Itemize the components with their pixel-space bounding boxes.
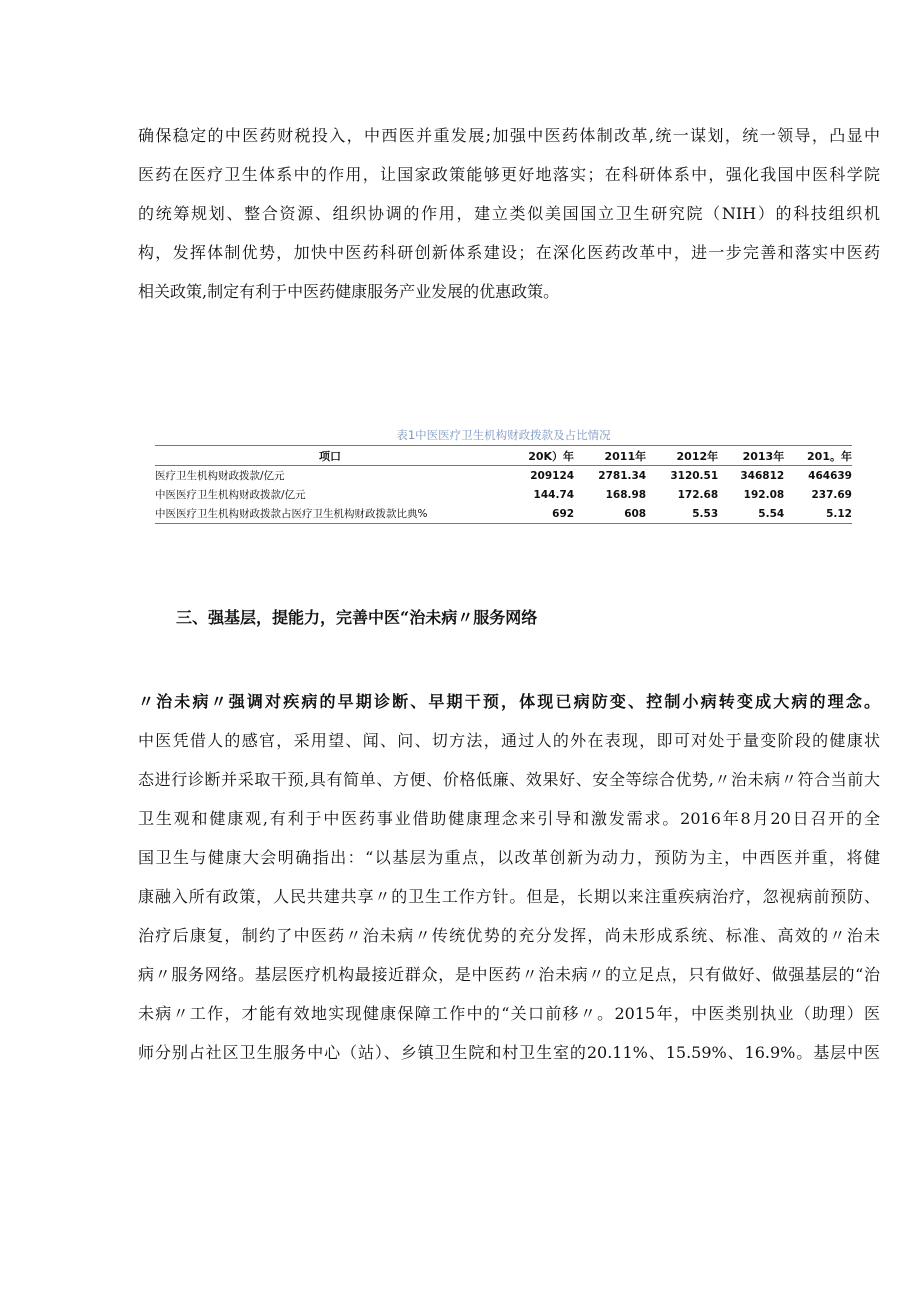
- table-row: [155, 466, 852, 486]
- table-cell: 464639: [808, 469, 852, 482]
- text-line: 治疗后康复，制约了中医药〃治未病〃传统优势的充分发挥，尚未形成系统、标准、高效的〃治未: [138, 926, 880, 945]
- text-line: 的统筹规划、整合资源、组织协调的作用，建立类似美国国立卫生研究院（NIH）的科技组织机: [138, 204, 880, 223]
- text-line: 师分别占社区卫生服务中心（站）、乡镇卫生院和村卫生室的20.11%、15.59%、16.9%。基层中医: [138, 1043, 880, 1062]
- text-line: 态进行诊断并采取干预,具有简单、方便、价格低廉、效果好、安全等综合优势,〃治未病〃符合当前大: [138, 770, 880, 789]
- lead-sentence: 〃治未病〃强调对疾病的早期诊断、早期干预，体现已病防变、控制小病转变成大病的理念。: [138, 692, 880, 711]
- text-line: 相关政策,制定有利于中医药健康服务产业发展的优惠政策。: [138, 282, 560, 301]
- table-cell: 209124: [530, 469, 575, 482]
- table-cell: 608: [624, 507, 647, 520]
- table-cell: 172.68: [677, 488, 719, 501]
- column-header: 2012年: [646, 446, 718, 466]
- column-header: 201。年: [784, 446, 852, 466]
- table-row: [155, 485, 852, 504]
- table-cell: 692: [552, 507, 575, 520]
- row-label: 中医医疗卫生机构财政拨款/亿元: [155, 489, 306, 501]
- column-header: 2011年: [574, 446, 646, 466]
- text-line: 构，发挥体制优势，加快中医药科研创新体系建设；在深化医药改革中，进一步完善和落实中医药: [138, 243, 880, 262]
- table-cell: 3120.51: [670, 469, 719, 482]
- table-cell: 144.74: [533, 488, 575, 501]
- table-cell: 237.69: [811, 488, 852, 501]
- text-line: 卫生观和健康观,有利于中医药事业借助健康理念来引导和激发需求。2016年8月20日召开的全: [138, 809, 880, 828]
- table-cell: 5.54: [758, 507, 785, 520]
- text-line: 病〃服务网络。基层医疗机构最接近群众，是中医药〃治未病〃的立足点，只有做好、做强基层的“治: [138, 965, 880, 984]
- text-line: 未病〃工作，才能有效地实现健康保障工作中的“关口前移〃。2015年，中医类别执业（助理）医: [138, 1004, 880, 1023]
- table-cell: 5.12: [826, 507, 852, 520]
- column-header: 项口: [155, 446, 505, 466]
- text-line: 医药在医疗卫生体系中的作用，让国家政策能够更好地落实；在科研体系中，强化我国中医科学院: [138, 165, 880, 184]
- text-line: 康融入所有政策，人民共建共享〃的卫生工作方针。但是，长期以来注重疾病治疗，忽视病前预防、: [138, 887, 880, 906]
- text-line: 中医凭借人的感官，采用望、闻、问、切方法，通过人的外在表现，即可对处于量变阶段的健康状: [138, 731, 880, 750]
- table-cell: 5.53: [692, 507, 719, 520]
- intro-paragraph: [138, 116, 880, 311]
- text-line: 确保稳定的中医药财税投入，中西医并重发展;加强中医药体制改革,统一谋划，统一领导，凸显中: [138, 126, 880, 145]
- section-heading: 三、强基层，提能力，完善中医“治未病〃服务网络: [176, 608, 538, 627]
- table-cell: 346812: [740, 469, 785, 482]
- column-header: 20K）年: [505, 446, 574, 466]
- row-label: 医疗卫生机构财政拨款/亿元: [155, 470, 285, 482]
- funding-table: [155, 445, 852, 524]
- text-line: 国卫生与健康大会明确指出：“以基层为重点，以改革创新为动力，预防为主，中西医并重，将健: [138, 848, 880, 867]
- row-label: 中医医疗卫生机构财政拨款占医疗卫生机构财政拨款比典%: [155, 508, 428, 520]
- table-cell: 2781.34: [598, 469, 647, 482]
- table-row: [155, 504, 852, 524]
- table-cell: 192.08: [743, 488, 785, 501]
- column-header: 2013年: [718, 446, 784, 466]
- table-caption: 表1中医医疗卫生机构财政拨款及占比情况: [396, 428, 611, 442]
- table-cell: 168.98: [605, 488, 647, 501]
- body-paragraph: [138, 682, 880, 1072]
- table-header-row: [155, 446, 852, 466]
